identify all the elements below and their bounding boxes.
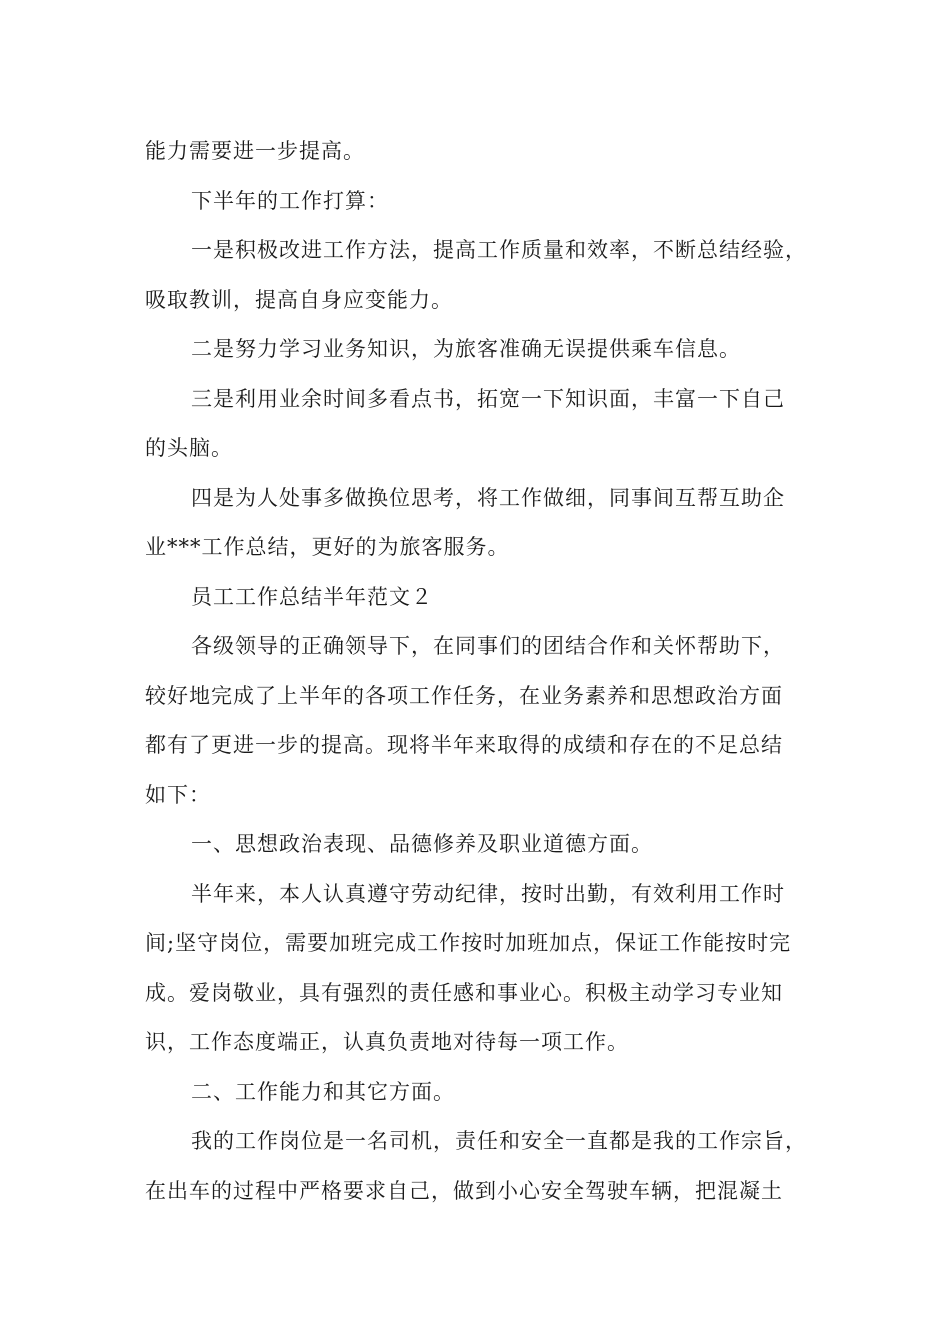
text-line: 业***工作总结，更好的为旅客服务。	[145, 535, 510, 559]
text-line: 各级领导的正确领导下，在同事们的团结合作和关怀帮助下，	[191, 634, 785, 658]
text-line: 识，工作态度端正，认真负责地对待每一项工作。	[145, 1030, 629, 1054]
text-line: 成。爱岗敬业，具有强烈的责任感和事业心。积极主动学习专业知	[145, 980, 783, 1005]
section-heading: 一、思想政治表现、品德修养及职业道德方面。	[191, 832, 653, 856]
text-line: 三是利用业余时间多看点书，拓宽一下知识面，丰富一下自己	[191, 386, 785, 411]
text-line: 二是努力学习业务知识，为旅客准确无误提供乘车信息。	[191, 337, 741, 361]
text-line: 吸取教训，提高自身应变能力。	[145, 287, 453, 312]
text-line: 一是积极改进工作方法，提高工作质量和效率，不断总结经验，	[191, 238, 807, 262]
section-title: 员工工作总结半年范文２	[191, 584, 433, 609]
text-line: 我的工作岗位是一名司机，责任和安全一直都是我的工作宗旨，	[191, 1129, 807, 1153]
text-line: 半年来，本人认真遵守劳动纪律，按时出勤，有效利用工作时	[191, 881, 785, 906]
text-line: 的头脑。	[145, 436, 233, 460]
section-heading: 二、工作能力和其它方面。	[191, 1079, 455, 1104]
text-line: 间;坚守岗位，需要加班完成工作按时加班加点，保证工作能按时完	[145, 931, 792, 955]
text-line: 都有了更进一步的提高。现将半年来取得的成绩和存在的不足总结	[145, 733, 783, 757]
text-line: 在出车的过程中严格要求自己，做到小心安全驾驶车辆，把混凝土	[145, 1178, 783, 1203]
text-line: 如下：	[145, 782, 211, 807]
text-line: 较好地完成了上半年的各项工作任务，在业务素养和思想政治方面	[145, 683, 783, 708]
text-line: 能力需要进一步提高。	[145, 139, 365, 163]
text-line: 四是为人处事多做换位思考，将工作做细，同事间互帮互助企	[191, 485, 785, 510]
document-body	[145, 127, 825, 1216]
section-heading: 下半年的工作打算：	[191, 188, 389, 213]
